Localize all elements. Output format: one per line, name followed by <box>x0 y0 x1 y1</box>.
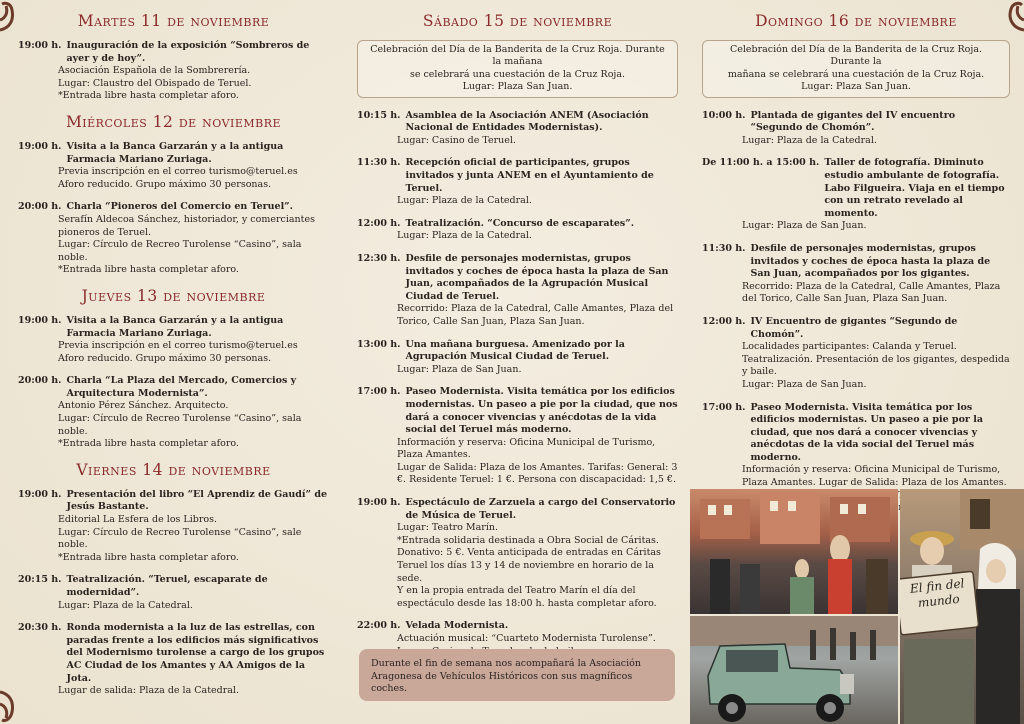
event-title: Plantada de gigantes del IV encuentro “Segundo de Chomón”. <box>750 109 956 134</box>
event <box>18 40 329 103</box>
event-detail: Editorial La Esfera de los Libros. <box>58 514 218 526</box>
event <box>18 574 329 612</box>
event-detail: Localidades participantes: Calanda y Teruel. <box>742 341 957 353</box>
event-title: Paseo Modernista. Visita temática por los edificios modernistas. Un paseo a pie por la ciudad, que nos dará a conocer vivencias y anécdotas de la vida social del Teruel más moderno. <box>405 386 678 436</box>
event-heading <box>18 315 329 340</box>
event-heading <box>18 141 329 166</box>
info-box <box>702 40 1010 98</box>
event-title: Charla “Pioneros del Comercio en Teruel”. <box>66 201 293 213</box>
event-time: 11:30 h. <box>357 157 401 169</box>
event-detail: Recorrido: Plaza de la Catedral, Calle Amantes, Plaza del Torico, Calle San Juan, Plaza San Juan. <box>397 303 674 327</box>
event-time: 12:00 h. <box>357 217 401 229</box>
event-detail: Lugar de Salida: Plaza de los Amantes. Tarifas: General: 3 €. Residente Teruel: 1 €. Persona con discapacidad: 1,5 €. <box>397 461 678 486</box>
event-detail: Antonio Pérez Sánchez. Arquitecto. <box>58 400 229 412</box>
event-detail: Lugar: Círculo de Recreo Turolense “Casino”, sale noble. <box>58 526 302 551</box>
event <box>702 110 1010 148</box>
photo-costumed-people <box>900 489 1024 724</box>
event-title: Recepción oficial de participantes, grupos invitados y junta ANEM en el Ayuntamiento de Teruel. <box>405 157 654 194</box>
event-detail: Actuación musical: “Cuarteto Modernista Turolense”. <box>397 633 656 644</box>
event-title: Visita a la Banca Garzarán y a la antigua Farmacia Mariano Zuriaga. <box>66 140 284 165</box>
event-heading <box>18 489 329 514</box>
event-time: 19:00 h. <box>357 497 401 509</box>
event <box>702 316 1010 392</box>
info-box-line: se celebrará una cuestación de la Cruz Roja. <box>409 68 626 80</box>
event-time: 19:00 h. <box>18 314 62 326</box>
event-title: Paseo Modernista. Visita temática por los edificios modernistas. Un paseo a pie por la ciudad, que nos dará a conocer vivencias y anécdotas de la vida social del Teruel más moderno. <box>750 401 983 463</box>
event-time: De 11:00 h. a 15:00 h. <box>702 157 820 169</box>
event-heading <box>18 574 329 599</box>
event <box>357 157 678 207</box>
event <box>357 218 678 243</box>
day-heading: Miércoles 12 de noviembre <box>65 112 282 131</box>
event-detail: Lugar: Plaza de la Catedral. <box>397 230 532 242</box>
event-detail: Lugar: Teatro Marín. <box>397 522 499 534</box>
event-heading <box>357 497 678 522</box>
event-detail: Lugar: Plaza de la Catedral. <box>742 134 877 146</box>
event-heading <box>357 620 678 633</box>
event-time: 12:30 h. <box>357 252 401 264</box>
event-detail: Información y reserva: Oficina Municipal de Turismo, Plaza Amantes. <box>397 436 656 461</box>
day-heading: Sábado 15 de noviembre <box>422 12 613 30</box>
event-heading <box>18 375 329 400</box>
event <box>18 489 329 565</box>
day-heading: Domingo 16 de noviembre <box>755 12 957 30</box>
column-left <box>0 0 343 724</box>
photo-sign-text: El fin del mundo <box>909 576 966 611</box>
event-detail: Lugar: Plaza de San Juan. <box>397 363 522 375</box>
event-title: Visita a la Banca Garzarán y a la antigua Farmacia Mariano Zuriaga. <box>66 314 284 339</box>
event-title: Presentación del libro “El Aprendiz de Gaudí” de Jesús Bastante. <box>66 488 328 513</box>
photo-vintage-car <box>690 616 898 724</box>
photo-parade-street <box>690 489 898 614</box>
info-box-line: Lugar: Plaza San Juan. <box>462 81 573 93</box>
event-time: 20:00 h. <box>18 375 62 387</box>
event-detail: Recorrido: Plaza de la Catedral, Calle Amantes, Plaza del Torico, Calle San Juan, Plaza San Juan. <box>742 280 1001 305</box>
event-time: 13:00 h. <box>357 338 401 350</box>
event-heading <box>357 386 678 436</box>
event-detail: Previa inscripción en el correo turismo@teruel.es <box>58 340 298 352</box>
event <box>18 201 329 277</box>
event-detail: Y en la propia entrada del Teatro Marín el día del espectáculo desde las 18:00 h. hasta completar aforo. <box>397 585 657 609</box>
events-list <box>357 110 678 659</box>
event-detail: *Entrada libre hasta completar aforo. <box>58 264 239 276</box>
event-detail: *Entrada libre hasta completar aforo. <box>58 551 239 563</box>
footer-note: Durante el fin de semana nos acompañará la Asociación Aragonesa de Vehículos Históricos con sus magníficos coches. <box>371 658 641 695</box>
event-time: 20:30 h. <box>18 622 62 634</box>
event-detail: Serafín Aldecoa Sánchez, historiador, y comerciantes pioneros de Teruel. <box>58 213 315 238</box>
event-title: Teatralización. “Teruel, escaparate de modernidad”. <box>66 574 268 598</box>
event-detail: Lugar: Casino de Teruel. <box>397 134 516 146</box>
info-box-line: Lugar: Plaza San Juan. <box>801 81 911 93</box>
event-title: Asamblea de la Asociación ANEM (Asociación Nacional de Entidades Modernistas). <box>405 109 649 134</box>
event-detail: Lugar: Plaza de San Juan. <box>742 220 867 232</box>
day-heading: Martes 11 de noviembre <box>77 12 270 30</box>
event <box>702 157 1010 233</box>
info-box-line: Celebración del Día de la Banderita de la Cruz Roja. Durante la <box>729 44 983 68</box>
event <box>357 497 678 610</box>
events-list <box>702 110 1010 528</box>
event <box>357 386 678 487</box>
event-time: 12:00 h. <box>702 315 746 327</box>
event-title: Ronda modernista a la luz de las estrellas, con paradas frente a los edificios más significativos del Modernismo turolense a cargo de los grupos AC Ciudad de los Amantes y AA Amigos de la Jota. <box>66 622 325 684</box>
event-heading <box>357 339 678 364</box>
event-time: 17:00 h. <box>357 386 401 398</box>
event-heading <box>18 622 329 685</box>
event-detail: Lugar: Plaza de la Catedral. <box>58 599 193 611</box>
event-heading <box>357 157 678 195</box>
event-title: Teatralización. “Concurso de escaparates”. <box>405 217 635 229</box>
event-detail: Lugar de salida: Plaza de la Catedral. <box>58 685 239 697</box>
event-heading <box>702 243 1010 281</box>
event-title: Inauguración de la exposición “Sombreros de ayer y de hoy”. <box>66 40 310 64</box>
event-time: 11:30 h. <box>702 242 746 254</box>
event-detail: Lugar: Círculo de Recreo Turolense “Casino”, sala noble. <box>58 413 302 437</box>
event-detail: Lugar: Círculo de Recreo Turolense “Casino”, sala noble. <box>58 239 302 263</box>
event-time: 10:15 h. <box>357 109 401 121</box>
event <box>702 243 1010 306</box>
event-detail: Asociación Española de la Sombrerería. <box>58 65 251 77</box>
event-detail: Aforo reducido. Grupo máximo 30 personas. <box>58 178 272 190</box>
event-heading <box>357 253 678 303</box>
event-heading <box>702 316 1010 341</box>
event-heading <box>357 218 678 231</box>
event-title: Taller de fotografía. Diminuto estudio ambulante de fotografía. Labo Filgueira. Viaja en el tiempo con un retrato revelado al momento. <box>824 157 1005 219</box>
event-time: 10:00 h. <box>702 109 746 121</box>
event-title: Espectáculo de Zarzuela a cargo del Conservatorio de Música de Teruel. <box>405 497 676 521</box>
info-box-line: Celebración del Día de la Banderita de la Cruz Roja. Durante la mañana <box>370 44 665 68</box>
event-title: Una mañana burguesa. Amenizado por la Agrupación Musical Ciudad de Teruel. <box>405 338 625 363</box>
event-detail: Información y reserva: Oficina Municipal de Turismo, Plaza Amantes. Lugar de Salida: Plaza de los Amantes. <box>742 464 1007 489</box>
footer-note-box <box>359 649 675 701</box>
event-time: 19:00 h. <box>18 40 62 51</box>
day-heading: Jueves 13 de noviembre <box>81 286 266 305</box>
event-title: Charla “La Plaza del Mercado, Comercios y Arquitectura Modernista”. <box>66 375 297 399</box>
info-box-line: mañana se celebrará una cuestación de la Cruz Roja. <box>727 68 985 80</box>
event <box>18 375 329 451</box>
event-time: 17:00 h. <box>702 401 746 413</box>
event <box>357 110 678 148</box>
event-time: 20:15 h. <box>18 574 62 586</box>
event-detail: Lugar: Plaza de la Catedral. <box>397 195 532 207</box>
event-heading <box>357 110 678 135</box>
event-heading <box>18 40 329 65</box>
event <box>357 253 678 329</box>
event <box>357 339 678 377</box>
event-time: 20:00 h. <box>18 201 62 213</box>
event-heading <box>702 157 1010 220</box>
event-heading <box>18 201 329 214</box>
event-heading <box>702 110 1010 135</box>
event-detail: *Entrada libre hasta completar aforo. <box>58 90 239 102</box>
event-heading <box>702 402 1010 465</box>
event-detail: *Entrada libre hasta completar aforo. <box>58 438 239 450</box>
info-box <box>357 40 678 98</box>
event <box>18 141 329 191</box>
event-detail: Lugar: Claustro del Obispado de Teruel. <box>58 77 252 89</box>
event-detail: Lugar: Plaza de San Juan. <box>742 378 867 390</box>
event-title: Velada Modernista. <box>405 620 509 632</box>
event-title: Desfile de personajes modernistas, grupos invitados y coches de época hasta la plaza de San Juan, acompañados por los gigantes. <box>750 242 991 280</box>
column-middle <box>343 0 690 724</box>
event-detail: Aforo reducido. Grupo máximo 30 personas. <box>58 352 272 364</box>
event-detail: Teatralización. Presentación de los gigantes, despedida y baile. <box>742 353 1010 378</box>
event-title: Desfile de personajes modernistas, grupos invitados y coches de época hasta la plaza de San Juan, acompañados de la Agrupación Musical Ciudad de Teruel. <box>405 252 669 302</box>
event <box>18 315 329 365</box>
event-time: 22:00 h. <box>357 620 401 632</box>
event <box>18 622 329 698</box>
event-time: 19:00 h. <box>18 488 62 500</box>
event-detail: Previa inscripción en el correo turismo@teruel.es <box>58 166 298 178</box>
event-detail: *Entrada solidaria destinada a Obra Social de Cáritas. Donativo: 5 €. Venta anticipada de entradas en Cáritas Teruel los días 13 y 14 de noviembre en horario de la sede. <box>397 534 661 584</box>
day-heading: Viernes 14 de noviembre <box>76 460 271 479</box>
event-time: 19:00 h. <box>18 140 62 152</box>
event-title: IV Encuentro de gigantes “Segundo de Chomón”. <box>750 315 958 340</box>
